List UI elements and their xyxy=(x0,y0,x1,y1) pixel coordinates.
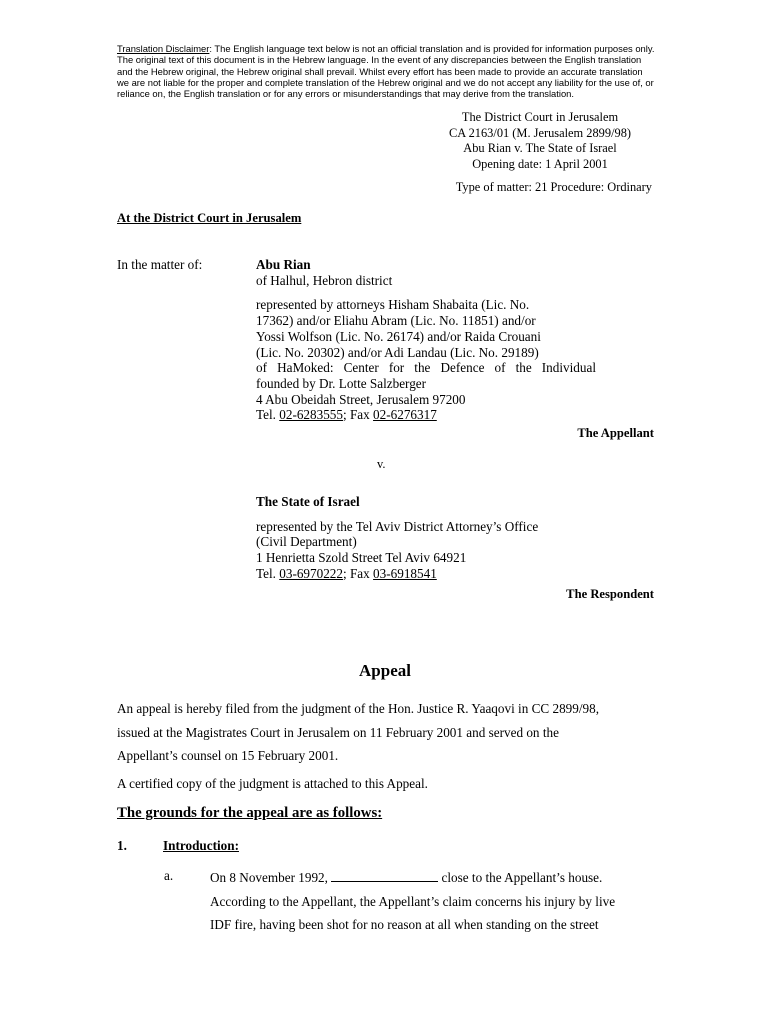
appellant-rep-line: 17362) and/or Eliahu Abram (Lic. No. 11851) and/or xyxy=(256,313,536,329)
grounds-heading: The grounds for the appeal are as follows: xyxy=(117,805,383,821)
opening-date: Opening date: 1 April 2001 xyxy=(472,156,608,171)
respondent-tel: 03-6970222 xyxy=(279,565,343,581)
fax-label: ; Fax xyxy=(343,565,374,581)
fax-label: ; Fax xyxy=(343,407,374,423)
respondent-role: The Respondent xyxy=(566,587,654,601)
paragraph-line: An appeal is hereby filed from the judgment of the Hon. Justice R. Yaaqovi in CC 2899/98, xyxy=(117,701,600,716)
section-title: Introduction: xyxy=(163,838,239,853)
disclaimer-text: : The English language text below is not an official translation and is provided for information purposes only. The original text of this document is in the Hebrew language. In the event of any discrepancies between the English translation and the Hebrew original, the Hebrew original shall prevail. Whilst every effort has been made to provide an accurate translation we are not liable for the proper and complete translation of the Hebrew original and we do not accept any liability for the use of, or reliance on, the English translation or for any errors or misunderstandings that may derive from the translation. xyxy=(117,43,655,100)
appellant-tel: 02-6283555 xyxy=(279,407,343,423)
appeal-title: Appeal xyxy=(359,661,411,680)
appellant-block xyxy=(256,257,596,423)
appellant-rep-line: (Lic. No. 20302) and/or Adi Landau (Lic. No. 29189) xyxy=(256,344,539,360)
redacted-blank xyxy=(331,870,438,882)
respondent-name: The State of Israel xyxy=(256,494,360,509)
paragraph-line: Appellant’s counsel on 15 February 2001. xyxy=(117,748,339,763)
appeal-paragraph-1 xyxy=(117,697,642,768)
section-number: 1. xyxy=(117,838,127,853)
translation-disclaimer xyxy=(117,43,657,99)
item-text-before-blank: On 8 November 1992, xyxy=(210,870,332,885)
court-heading: At the District Court in Jerusalem xyxy=(117,211,302,225)
item-letter: a. xyxy=(164,868,174,883)
item-a-text xyxy=(210,866,630,937)
paragraph-line: issued at the Magistrates Court in Jerusalem on 11 February 2001 and served on the xyxy=(117,724,559,740)
appellant-rep-line: represented by attorneys Hisham Shabaita (Lic. No. xyxy=(256,297,530,313)
respondent-block xyxy=(256,494,596,582)
appellant-founder: founded by Dr. Lotte Salzberger xyxy=(256,375,427,391)
paragraph-line: IDF fire, having been shot for no reason at all when standing on the street xyxy=(210,917,599,933)
case-header xyxy=(440,110,640,172)
paragraph-line: According to the Appellant, the Appellant’s claim concerns his injury by live xyxy=(210,893,616,909)
respondent-fax: 03-6918541 xyxy=(373,565,437,581)
case-name: Abu Rian v. The State of Israel xyxy=(463,141,617,155)
respondent-rep: represented by the Tel Aviv District Attorney’s Office xyxy=(256,518,539,534)
respondent-address: 1 Henrietta Szold Street Tel Aviv 64921 xyxy=(256,550,467,566)
tel-label: Tel. xyxy=(256,407,280,423)
appellant-contact xyxy=(256,407,596,423)
paragraph-line xyxy=(210,866,630,890)
respondent-contact xyxy=(256,566,596,582)
court-name: The District Court in Jerusalem xyxy=(461,110,619,124)
appellant-name: Abu Rian xyxy=(256,257,311,272)
appeal-paragraph-2: A certified copy of the judgment is attached to this Appeal. xyxy=(117,776,428,791)
appellant-org: of HaMoked: Center for the Defence of the Individual xyxy=(256,360,596,376)
tel-label: Tel. xyxy=(256,565,280,581)
case-number: CA 2163/01 (M. Jerusalem 2899/98) xyxy=(448,125,632,140)
respondent-dept: (Civil Department) xyxy=(256,534,357,550)
appellant-rep-line: Yossi Wolfson (Lic. No. 26174) and/or Raida Crouani xyxy=(256,328,541,344)
matter-type: Type of matter: 21 Procedure: Ordinary xyxy=(455,180,652,194)
versus: v. xyxy=(377,457,386,471)
in-matter-label: In the matter of: xyxy=(117,257,203,272)
appellant-role: The Appellant xyxy=(577,426,654,440)
appellant-address: 4 Abu Obeidah Street, Jerusalem 97200 xyxy=(256,391,466,407)
item-text-after-blank: close to the Appellant’s house. xyxy=(438,870,603,885)
appellant-fax: 02-6276317 xyxy=(373,407,437,423)
disclaimer-label: Translation Disclaimer xyxy=(117,43,210,54)
appellant-origin: of Halhul, Hebron district xyxy=(256,272,393,288)
